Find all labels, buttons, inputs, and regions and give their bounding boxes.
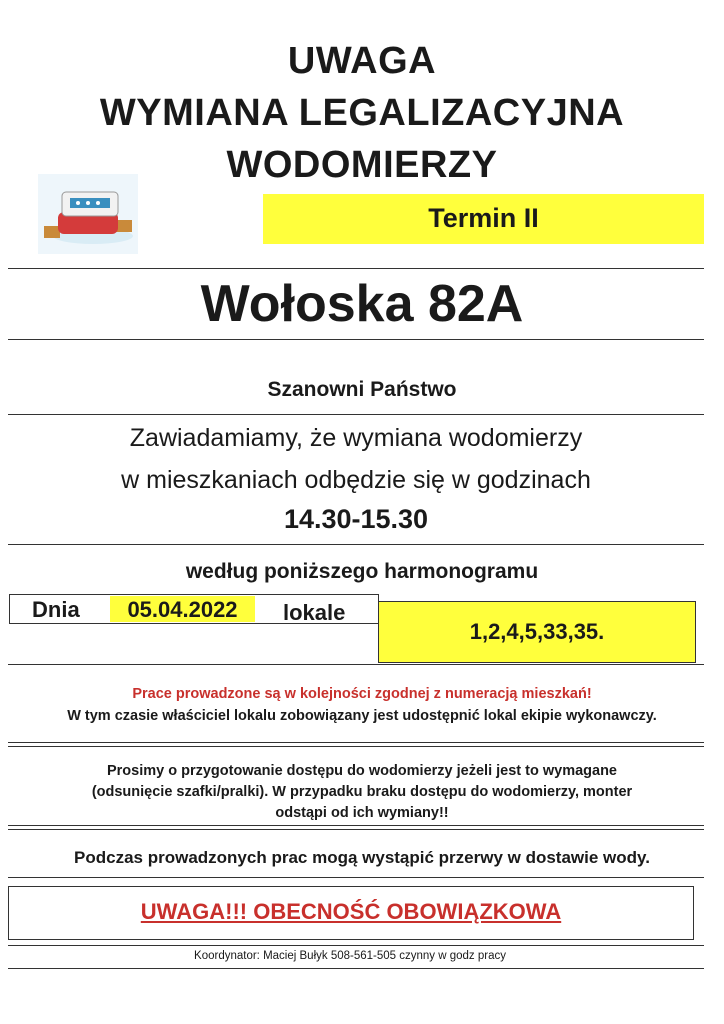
- greeting: Szanowni Państwo: [267, 378, 457, 401]
- title-line-2: WYMIANA LEGALIZACYJNA: [99, 92, 625, 134]
- title-line-3: WODOMIERZY: [226, 144, 498, 186]
- term-label: Termin II: [428, 203, 539, 233]
- divider: [8, 746, 704, 747]
- coordinator: Koordynator: Maciej Bułyk 508-561-505 czynny w godz pracy: [194, 950, 506, 962]
- units-label: lokale: [283, 600, 346, 625]
- divider: [8, 544, 704, 545]
- units-value: 1,2,4,5,33,35.: [469, 619, 605, 644]
- divider: [8, 968, 704, 969]
- schedule-heading: według poniższego harmonogramu: [185, 560, 539, 583]
- day-label: Dnia: [32, 597, 80, 622]
- request-line-1: Prosimy o przygotowanie dostępu do wodomierzy jeżeli jest to wymagane: [106, 763, 617, 779]
- owner-note: W tym czasie właściciel lokalu zobowiązany jest udostępnić lokal ekipie wykonawczy.: [67, 708, 657, 724]
- notice-hours: 14.30-15.30: [283, 504, 429, 534]
- divider: [8, 339, 704, 340]
- divider: [8, 877, 704, 878]
- attendance-warning: UWAGA!!! OBECNOŚĆ OBOWIĄZKOWA: [140, 899, 562, 924]
- divider: [8, 742, 704, 743]
- request-line-3: odstąpi od ich wymiany!!: [275, 805, 449, 821]
- divider: [8, 829, 704, 830]
- divider: [8, 414, 704, 415]
- title-line-1: UWAGA: [287, 40, 437, 82]
- order-note: Prace prowadzone są w kolejności zgodnej z numeracją mieszkań!: [132, 686, 592, 702]
- notice-line-2: w mieszkaniach odbędzie się w godzinach: [121, 466, 591, 494]
- date-value: 05.04.2022: [127, 597, 238, 622]
- interruption-note: Podczas prowadzonych prac mogą wystąpić przerwy w dostawie wody.: [74, 848, 650, 867]
- divider: [8, 664, 704, 665]
- water-meter-image: [38, 174, 138, 254]
- request-line-2: (odsunięcie szafki/pralki). W przypadku braku dostępu do wodomierzy, monter: [91, 784, 633, 800]
- address: Wołoska 82A: [200, 275, 524, 333]
- divider: [8, 268, 704, 269]
- divider: [8, 825, 704, 826]
- notice-line-1: Zawiadamiamy, że wymiana wodomierzy: [129, 424, 583, 452]
- divider: [8, 945, 704, 946]
